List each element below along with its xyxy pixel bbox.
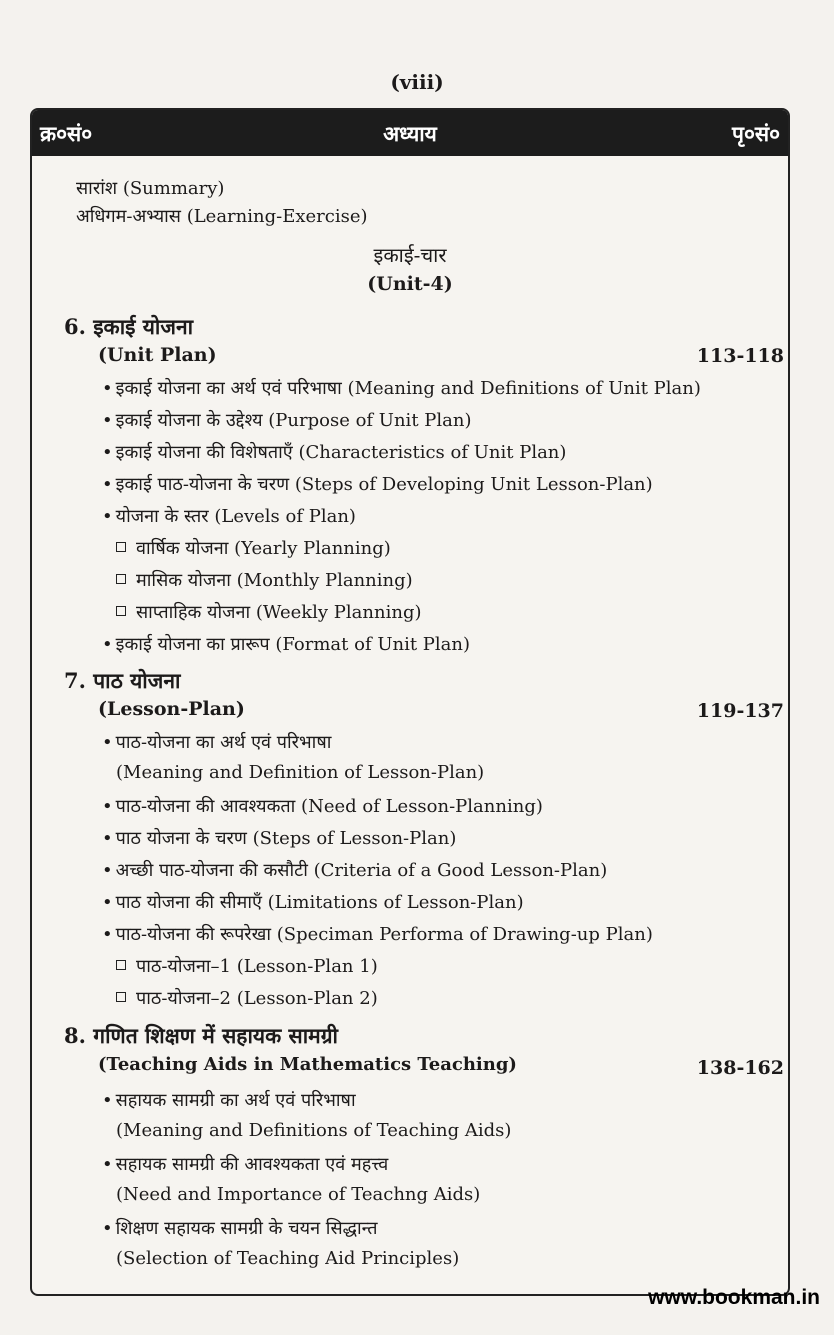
list-item: • पाठ-योजना का अर्थ एवं परिभाषा	[102, 730, 331, 754]
list-item: • पाठ-योजना की आवश्यकता (Need of Lesson-Planning)	[102, 794, 543, 818]
chapter-title-hindi: इकाई योजना	[93, 314, 194, 339]
header-chapter: अध्याय	[383, 121, 437, 146]
list-item: • पाठ योजना की सीमाएँ (Limitations of Lesson-Plan)	[102, 890, 524, 914]
sub-list-item: मासिक योजना (Monthly Planning)	[116, 568, 413, 592]
contents-table	[30, 108, 790, 1296]
chapter-7-pages: 119-137	[696, 700, 784, 722]
chapter-8-title-english: (Teaching Aids in Mathematics Teaching)	[98, 1054, 517, 1075]
chapter-number: 8.	[64, 1023, 86, 1048]
watermark: www.bookman.in	[648, 1286, 820, 1309]
list-item: • इकाई योजना के उद्देश्य (Purpose of Unit Plan)	[102, 408, 472, 432]
chapter-6-title-english: (Unit Plan)	[98, 344, 217, 366]
list-item-continuation: (Selection of Teaching Aid Principles)	[116, 1248, 460, 1269]
chapter-8-heading	[64, 1022, 338, 1050]
list-item: • योजना के स्तर (Levels of Plan)	[102, 504, 356, 528]
chapter-7-heading	[64, 667, 180, 695]
list-item: • पाठ योजना के चरण (Steps of Lesson-Plan)	[102, 826, 456, 850]
chapter-8-pages: 138-162	[696, 1057, 784, 1079]
chapter-title-hindi: पाठ योजना	[93, 668, 181, 693]
header-serial: क्र०सं०	[40, 121, 93, 146]
list-item: • इकाई योजना का अर्थ एवं परिभाषा (Meaning and Definitions of Unit Plan)	[102, 376, 701, 400]
list-item-continuation: (Meaning and Definitions of Teaching Aids)	[116, 1120, 512, 1141]
unit-title-english: (Unit-4)	[367, 273, 453, 295]
list-item: • सहायक सामग्री की आवश्यकता एवं महत्त्व	[102, 1152, 388, 1176]
table-header	[32, 110, 788, 156]
header-page: पृ०सं०	[732, 121, 780, 146]
list-item-continuation: (Meaning and Definition of Lesson-Plan)	[116, 762, 485, 783]
list-item-continuation: (Need and Importance of Teachng Aids)	[116, 1184, 481, 1205]
list-item: • शिक्षण सहायक सामग्री के चयन सिद्धान्त	[102, 1216, 377, 1240]
sub-list-item: साप्ताहिक योजना (Weekly Planning)	[116, 600, 422, 624]
chapter-number: 6.	[64, 314, 86, 339]
list-item: • इकाई योजना की विशेषताएँ (Characteristics of Unit Plan)	[102, 440, 566, 464]
chapter-title-hindi: गणित शिक्षण में सहायक सामग्री	[93, 1023, 338, 1048]
chapter-7-title-english: (Lesson-Plan)	[98, 698, 245, 720]
sub-list-item: पाठ-योजना–1 (Lesson-Plan 1)	[116, 954, 378, 978]
list-item: • पाठ-योजना की रूपरेखा (Speciman Performa of Drawing-up Plan)	[102, 922, 653, 946]
unit-title-hindi: इकाई-चार	[373, 243, 447, 267]
sub-list-item: वार्षिक योजना (Yearly Planning)	[116, 536, 391, 560]
list-item: • इकाई योजना का प्रारूप (Format of Unit Plan)	[102, 632, 470, 656]
chapter-number: 7.	[64, 668, 86, 693]
list-item: • सहायक सामग्री का अर्थ एवं परिभाषा	[102, 1088, 356, 1112]
summary-item: सारांश (Summary)	[76, 178, 225, 199]
learning-exercise-item: अधिगम-अभ्यास (Learning-Exercise)	[76, 206, 368, 227]
page-number: (viii)	[390, 70, 444, 94]
list-item: • इकाई पाठ-योजना के चरण (Steps of Developing Unit Lesson-Plan)	[102, 472, 653, 496]
chapter-6-pages: 113-118	[696, 345, 784, 367]
list-item: • अच्छी पाठ-योजना की कसौटी (Criteria of a Good Lesson-Plan)	[102, 858, 607, 882]
chapter-6-heading	[64, 313, 193, 341]
sub-list-item: पाठ-योजना–2 (Lesson-Plan 2)	[116, 986, 378, 1010]
